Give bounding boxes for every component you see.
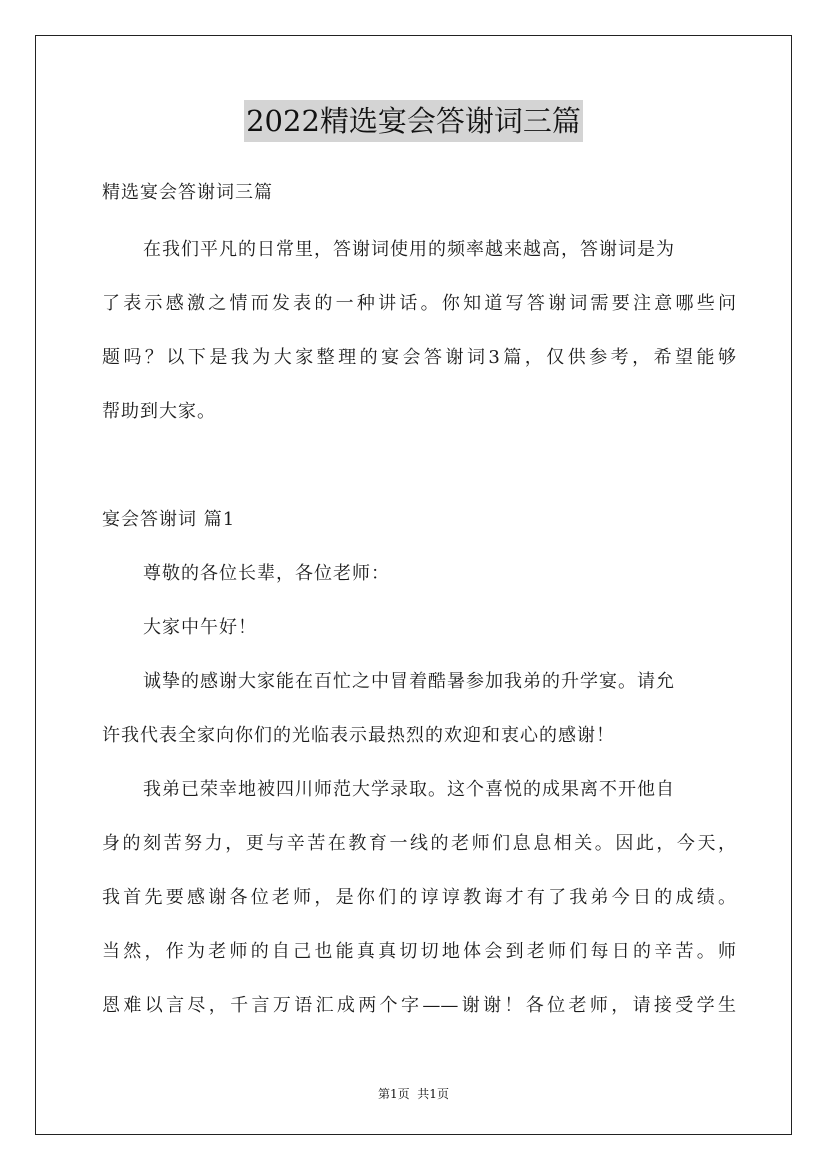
section-heading: 宴会答谢词 篇1 bbox=[102, 509, 236, 530]
paragraph2-line-5: 恩难以言尽，千言万语汇成两个字——谢谢！各位老师，请接受学生 bbox=[102, 995, 736, 1016]
intro-line-3: 题吗？以下是我为大家整理的宴会答谢词3篇，仅供参考，希望能够 bbox=[102, 347, 736, 368]
paragraph2-line-4: 当然，作为老师的自己也能真真切切地体会到老师们每日的辛苦。师 bbox=[102, 941, 736, 962]
document-subtitle: 精选宴会答谢词三篇 bbox=[102, 182, 273, 203]
page-number: 第1页 共1页 bbox=[378, 1087, 449, 1101]
greeting: 大家中午好！ bbox=[143, 617, 257, 638]
intro-line-2: 了表示感激之情而发表的一种讲话。你知道写答谢词需要注意哪些问 bbox=[102, 293, 736, 314]
title-container bbox=[0, 100, 827, 142]
paragraph2-line-1: 我弟已荣幸地被四川师范大学录取。这个喜悦的成果离不开他自 bbox=[143, 779, 675, 800]
document-title: 2022精选宴会答谢词三篇 bbox=[244, 100, 583, 142]
intro-line-4: 帮助到大家。 bbox=[102, 401, 216, 422]
paragraph2-line-2: 身的刻苦努力，更与辛苦在教育一线的老师们息息相关。因此，今天， bbox=[102, 833, 736, 854]
intro-line-1: 在我们平凡的日常里，答谢词使用的频率越来越高，答谢词是为 bbox=[143, 239, 675, 260]
paragraph2-line-3: 我首先要感谢各位老师，是你们的谆谆教诲才有了我弟今日的成绩。 bbox=[102, 887, 736, 908]
paragraph1-line-2: 许我代表全家向你们的光临表示最热烈的欢迎和衷心的感谢！ bbox=[102, 725, 615, 746]
salutation: 尊敬的各位长辈，各位老师： bbox=[143, 563, 390, 584]
paragraph1-line-1: 诚挚的感谢大家能在百忙之中冒着酷暑参加我弟的升学宴。请允 bbox=[143, 671, 675, 692]
